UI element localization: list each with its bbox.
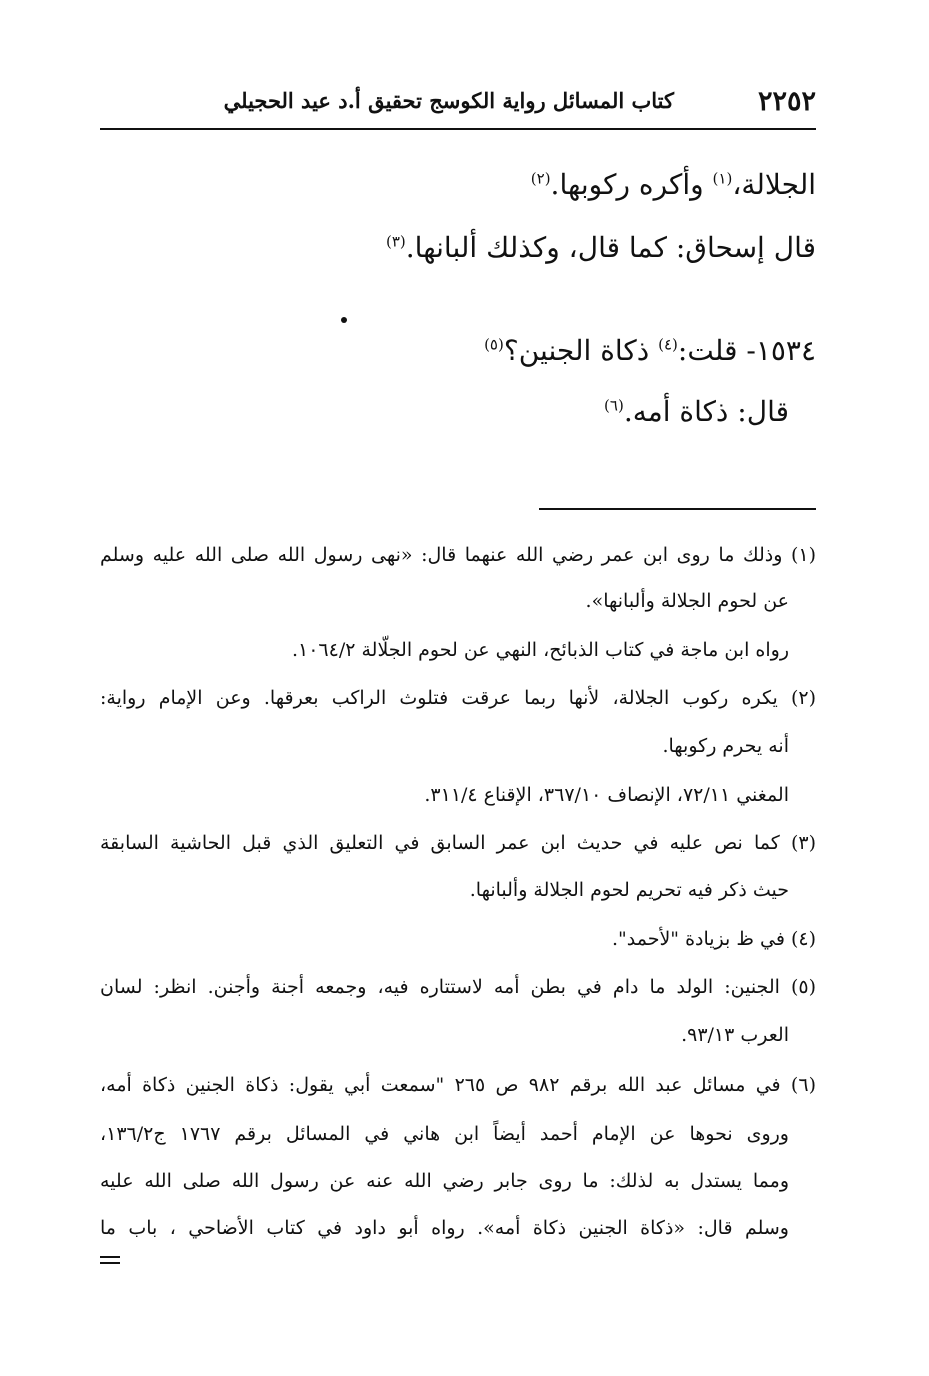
main-text: الجلالة، (732, 168, 816, 201)
main-text: ذكاة الجنين؟ (503, 334, 659, 367)
footnote-separator (539, 508, 816, 510)
footnote-5-line-1: (٥) الجنين: الولد ما دام في بطن أمه لاستتاره فيه، وجمعه أجنة وأجنن. انظر: لسان (100, 976, 816, 998)
footnote-ref: (٤) (658, 335, 678, 354)
header-rule (100, 128, 816, 130)
page-number: ٢٢٥٢ (757, 86, 816, 117)
footnote-ref: (١) (712, 169, 733, 188)
question-number: ١٥٣٤- قلت: (677, 334, 816, 367)
footnote-2-line-1: (٢) يكره ركوب الجلالة، لأنها ربما عرقت فتلوث الراكب بعرقها. وعن الإمام رواية: (100, 687, 816, 709)
main-text: وأكره ركوبها. (550, 168, 713, 201)
footnote-6-line-2: وروى نحوها عن الإمام أحمد أيضاً ابن هاني في المسائل برقم ١٧٦٧ ج١٣٦/٢، (100, 1123, 789, 1145)
footnote-3-line-1: (٣) كما نص عليه في حديث ابن عمر السابق في التعليق الذي قبل الحاشية السابقة (100, 832, 816, 854)
stray-dot (341, 317, 347, 323)
main-text: قال: ذكاة أمه. (623, 395, 789, 428)
footnote-6-line-3: ومما يستدل به لذلك: ما روى جابر رضي الله عنه عن رسول الله صلى الله عليه (100, 1170, 789, 1192)
footnote-ref: (٥) (484, 335, 504, 354)
running-title: كتاب المسائل رواية الكوسج تحقيق أ.د عيد الحجيلي (223, 88, 674, 113)
footnote-2-line-2: أنه يحرم ركوبها. (662, 735, 789, 757)
footnote-1-line-2: عن لحوم الجلالة وألبانها». (585, 590, 789, 612)
main-line-1 (531, 168, 816, 201)
continuation-mark-bottom (100, 1262, 120, 1264)
footnote-ref: (٣) (386, 232, 406, 251)
footnote-1-line-1: (١) وذلك ما روى ابن عمر رضي الله عنهما قال: «نهى رسول الله صلى الله عليه وسلم (100, 544, 816, 566)
main-text: قال إسحاق: كما قال، وكذلك ألبانها. (405, 231, 816, 264)
footnote-ref: (٦) (604, 396, 624, 415)
footnote-6-line-4: وسلم قال: «ذكاة الجنين ذكاة أمه». رواه أبو داود في كتاب الأضاحي ، باب ما (100, 1217, 789, 1239)
continuation-mark-top (100, 1256, 120, 1258)
footnote-3-line-2: حيث ذكر فيه تحريم لحوم الجلالة وألبانها. (469, 879, 789, 901)
footnote-2-line-3: المغني ٧٢/١١، الإنصاف ٣٦٧/١٠، الإقناع ٣١١/٤. (424, 784, 789, 806)
main-line-4 (604, 395, 789, 428)
main-line-2 (386, 231, 816, 264)
footnote-6-line-1: (٦) في مسائل عبد الله برقم ٩٨٢ ص ٢٦٥ "سمعت أبي يقول: ذكاة الجنين ذكاة أمه، (100, 1074, 816, 1096)
footnote-4-line-1: (٤) في ظ بزيادة "لأحمد". (611, 928, 816, 950)
page-header (100, 84, 816, 128)
footnote-ref: (٢) (530, 169, 551, 188)
footnote-1-line-3: رواه ابن ماجة في كتاب الذبائح، النهي عن لحوم الجلّالة ١٠٦٤/٢. (291, 639, 789, 661)
footnote-5-line-2: العرب ٩٣/١٣. (681, 1024, 789, 1046)
main-line-3 (484, 334, 816, 367)
